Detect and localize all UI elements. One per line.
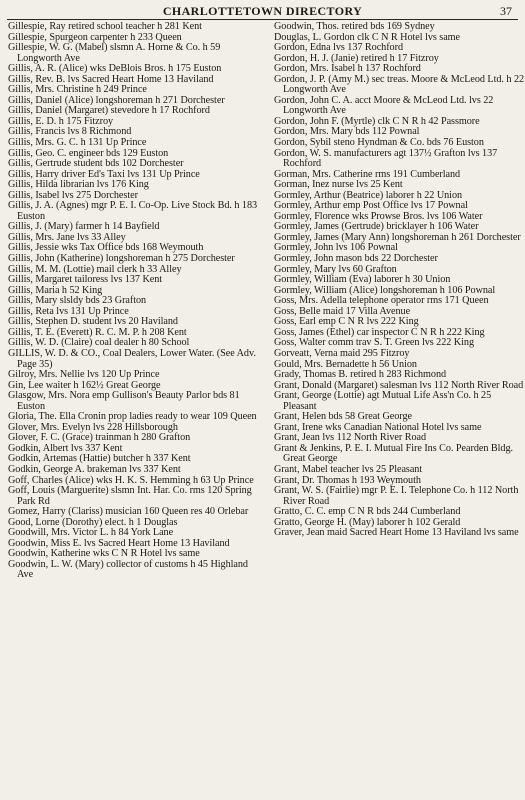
- directory-entry: Grant, Donald (Margaret) salesman lvs 112 North River Road: [274, 379, 524, 391]
- directory-entry: Gordon, Edna lvs 137 Rochford: [274, 42, 403, 54]
- directory-entry: Gormley, Florence wks Prowse Bros. lvs 106 Water: [274, 210, 483, 222]
- directory-entry: Gordon, H. J. (Janie) retired h 17 Fitzroy: [274, 52, 439, 64]
- directory-entry: Gin, Lee waiter h 162½ Great George: [8, 379, 161, 391]
- directory-entry: Good, Lorne (Dorothy) elect. h 1 Douglas: [8, 516, 178, 528]
- directory-entry: Godkin, George A. brakeman lvs 337 Kent: [8, 463, 181, 475]
- directory-entry: Grant, W. S. (Fairlie) mgr P. E. I. Telephone Co. h 112 North River Road: [274, 485, 519, 507]
- directory-entry: Gillis, Mrs. G. C. h 131 Up Prince: [8, 137, 147, 149]
- directory-entry: Grant, George (Lottie) agt Mutual Life Ass'n Co. h 25 Pleasant: [274, 390, 492, 412]
- directory-entry: Godkin, Artemas (Hattie) butcher h 337 Kent: [8, 453, 191, 465]
- directory-entry: Gillis, Mrs. Christine h 249 Prince: [8, 84, 147, 96]
- directory-entry: Gillespie, W. G. (Mabel) slsmn A. Horne & Co. h 59 Longworth Ave: [8, 42, 221, 64]
- page-number: 37: [500, 4, 512, 18]
- directory-entry: Gorman, Mrs. Catherine rms 191 Cumberland: [274, 168, 461, 180]
- directory-entry: Gillis, Isabel lvs 275 Dorchester: [8, 189, 138, 201]
- directory-entry: Gillis, John (Katherine) longshoreman h 275 Dorchester: [8, 253, 235, 265]
- directory-entry: Glover, F. C. (Grace) trainman h 280 Grafton: [8, 432, 191, 444]
- directory-entry: Gormley, Arthur (Beatrice) laborer h 22 Union: [274, 189, 463, 201]
- directory-entry: Gillis, Reta lvs 131 Up Prince: [8, 305, 129, 317]
- directory-entry: Gratto, George H. (May) laborer h 102 Gerald: [274, 516, 461, 528]
- directory-entry: Graver, Jean maid Sacred Heart Home 13 Haviland lvs same: [274, 527, 519, 539]
- directory-entry: Godkin, Albert lvs 337 Kent: [8, 442, 123, 454]
- directory-entry: GILLIS, W. D. & CO., Coal Dealers, Lower Water. (See Adv. Page 35): [8, 347, 256, 370]
- directory-entry: Gratto, C. C. emp C N R bds 244 Cumberland: [274, 506, 461, 518]
- directory-entry: Goss, James (Ethel) car inspector C N R h 222 King: [274, 326, 485, 338]
- directory-entry: Gorveatt, Verna maid 295 Fitzroy: [274, 347, 410, 359]
- directory-entry: Gillis, Gertrude student bds 102 Dorchester: [8, 158, 184, 170]
- directory-entry: Goodwin, Katherine wks C N R Hotel lvs same: [8, 548, 200, 560]
- directory-entry: Gillis, Mrs. Jane lvs 33 Alley: [8, 231, 126, 243]
- directory-entry: Gloria, The. Ella Cronin prop ladies ready to wear 109 Queen: [8, 411, 257, 423]
- directory-entry: Goodwin, L. W. (Mary) collector of customs h 45 Highland Ave: [8, 558, 248, 581]
- directory-entry: Gordon, W. S. manufacturers agt 137½ Grafton lvs 137 Rochford: [274, 147, 498, 170]
- directory-entry: Gordon, Sybil steno Hyndman & Co. bds 76 Euston: [274, 137, 484, 149]
- directory-entry: Grant & Jenkins, P. E. I. Mutual Fire Ins Co. Pearden Bldg. Great George: [274, 442, 513, 465]
- left-column: [8, 22, 260, 798]
- page-header: [0, 0, 525, 22]
- directory-entry: Goodwin, Miss E. lvs Sacred Heart Home 13 Haviland: [8, 537, 230, 549]
- directory-entry: Goss, Mrs. Adella telephone operator rms 171 Queen: [274, 295, 489, 307]
- directory-entry: Gormley, John mason bds 22 Dorchester: [274, 253, 438, 265]
- directory-entry: Gillis, Maria h 52 King: [8, 284, 103, 296]
- directory-entry: Gillis, Daniel (Alice) longshoreman h 271 Dorchester: [8, 94, 225, 106]
- directory-entry: Gillis, Stephen D. student lvs 20 Haviland: [8, 316, 178, 328]
- directory-entry: Gordon, Mrs. Mary bds 112 Pownal: [274, 126, 420, 138]
- right-column: [274, 22, 525, 798]
- directory-entry: Glasgow, Mrs. Nora emp Gullison's Beauty Parlor bds 81 Euston: [8, 390, 240, 412]
- directory-entry: Gillis, M. M. (Lottie) mail clerk h 33 Alley: [8, 263, 182, 275]
- directory-entry: Goodwill, Mrs. Victor L. h 84 York Lane: [8, 527, 174, 539]
- directory-entry: Gillis, Mary slsldy bds 23 Grafton: [8, 295, 147, 307]
- directory-entry: Gillis, W. D. (Claire) coal dealer h 80 School: [8, 337, 190, 349]
- directory-entry: Glover, Mrs. Evelyn lvs 228 Hillsborough: [8, 421, 178, 433]
- directory-entry: Gillis, Daniel (Margaret) stevedore h 17 Rochford: [8, 105, 210, 117]
- directory-entry: Gormley, John lvs 106 Pownal: [274, 242, 398, 254]
- directory-entry: Gormley, William (Alice) longshoreman h 106 Pownal: [274, 284, 496, 296]
- directory-entry: Gillis, Harry driver Ed's Taxi lvs 131 Up Prince: [8, 168, 200, 180]
- directory-entry: Goodwin, Thos. retired bds 169 Sydney: [274, 22, 435, 32]
- directory-entry: Grant, Helen bds 58 Great George: [274, 411, 412, 423]
- directory-entry: Gillespie, Ray retired school teacher h 281 Kent: [8, 22, 202, 32]
- directory-entry: Gordon, J. P. (Amy M.) sec treas. Moore & McLeod Ltd. h 22 Longworth Ave: [274, 73, 525, 96]
- directory-entry: Gillis, T. E. (Everett) R. C. M. P. h 208 Kent: [8, 326, 187, 338]
- directory-entry: Gormley, Mary lvs 60 Grafton: [274, 263, 397, 275]
- directory-entry: Gillis, Geo. C. engineer bds 129 Euston: [8, 147, 169, 159]
- directory-entry: Gormley, James (Mary Ann) longshoreman h 261 Dorchester: [274, 231, 521, 243]
- directory-entry: Gould, Mrs. Bernadette h 56 Union: [274, 358, 417, 370]
- directory-entry: Grant, Jean lvs 112 North River Road: [274, 432, 427, 444]
- directory-entry: Gomez, Harry (Clariss) musician 160 Queen res 40 Orlebar: [8, 506, 249, 518]
- directory-entry: Gillis, E. D. h 175 Fitzroy: [8, 115, 114, 127]
- directory-entry: Gillis, Jessie wks Tax Office bds 168 Weymouth: [8, 242, 204, 254]
- directory-entry: Goff, Charles (Alice) wks H. K. S. Hemming h 63 Up Prince: [8, 474, 254, 486]
- header-rule: [7, 19, 518, 20]
- directory-entry: Gordon, Mrs. Isabel h 137 Rochford: [274, 63, 421, 75]
- directory-entry: Gormley, James (Gertrude) bricklayer h 106 Water: [274, 221, 479, 233]
- directory-entry: Gormley, William (Eva) laborer h 30 Union: [274, 274, 451, 286]
- directory-entry: Gillis, Rev. B. lvs Sacred Heart Home 13 Haviland: [8, 73, 214, 85]
- directory-entry: Grady, Thomas B. retired h 283 Richmond: [274, 369, 447, 381]
- directory-entry: Goss, Walter comm trav S. T. Green lvs 222 King: [274, 337, 474, 349]
- directory-entry: Gillis, A. R. (Alice) wks DeBlois Bros. h 175 Euston: [8, 63, 222, 75]
- directory-entry: Grant, Irene wks Canadian National Hotel lvs same: [274, 421, 482, 433]
- directory-entry: Goss, Earl emp C N R lvs 222 King: [274, 316, 419, 328]
- directory-entry: Gorman, Inez nurse lvs 25 Kent: [274, 179, 403, 191]
- directory-title: CHARLOTTETOWN DIRECTORY: [162, 4, 363, 18]
- directory-entry: Gormley, Arthur emp Post Office lvs 17 Pownal: [274, 200, 468, 212]
- directory-entry: Gillis, J. A. (Agnes) mgr P. E. I. Co-Op. Live Stock Bd. h 183 Euston: [8, 200, 258, 222]
- directory-entry: Gillis, J. (Mary) farmer h 14 Bayfield: [8, 221, 160, 233]
- directory-entry: Gillespie, Spurgeon carpenter h 233 Queen: [8, 31, 182, 43]
- directory-entry: Gillis, Margaret tailoress lvs 137 Kent: [8, 274, 163, 286]
- directory-entry: Gillis, Hilda librarian lvs 176 King: [8, 179, 149, 191]
- directory-entry: Goss, Belle maid 17 Villa Avenue: [274, 305, 411, 317]
- directory-entry: Grant, Dr. Thomas h 193 Weymouth: [274, 474, 421, 486]
- directory-entry: Goff, Louis (Marguerite) slsmn Int. Har. Co. rms 120 Spring Park Rd: [8, 485, 252, 507]
- directory-entry: Gillis, Francis lvs 8 Richmond: [8, 126, 132, 138]
- directory-entry: Gordon, John F. (Myrtle) clk C N R h 42 Passmore: [274, 115, 480, 127]
- directory-entry: Gordon, John C. A. acct Moore & McLeod Ltd. lvs 22 Longworth Ave: [274, 94, 494, 117]
- directory-entry: Grant, Mabel teacher lvs 25 Pleasant: [274, 463, 423, 475]
- directory-entry: Gilroy, Mrs. Nellie lvs 120 Up Prince: [8, 369, 160, 381]
- directory-entry: Douglas, L. Gordon clk C N R Hotel lvs same: [274, 31, 461, 43]
